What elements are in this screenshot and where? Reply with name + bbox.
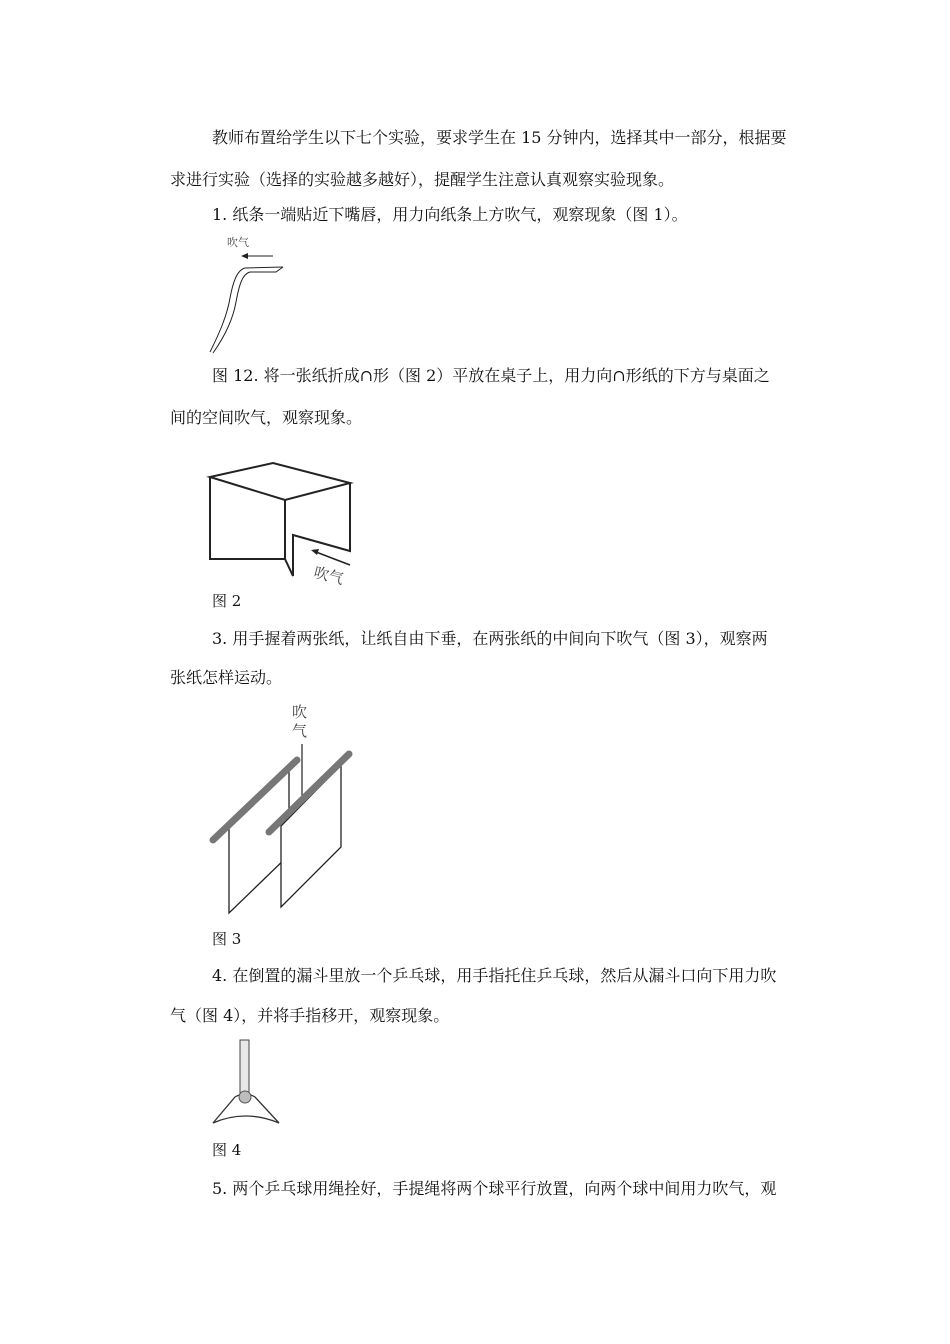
figure-4-funnel-ball xyxy=(205,1035,295,1135)
intro-line-1: 教师布置给学生以下七个实验，要求学生在 15 分钟内，选择其中一部分，根据要 xyxy=(212,128,787,147)
fig3-blow-label-top: 吹 xyxy=(292,703,308,721)
exp2-line-2: 间的空间吹气，观察现象。 xyxy=(170,408,363,427)
exp3-line-2: 张纸怎样运动。 xyxy=(170,668,283,687)
fig4-funnel-tube xyxy=(240,1040,249,1093)
exp4-line-1: 4. 在倒置的漏斗里放一个乒乓球，用手指托住乒乓球，然后从漏斗口向下用力吹 xyxy=(212,966,777,985)
fig1-strip-edge-b xyxy=(213,267,283,353)
fig3-paper-left xyxy=(229,768,289,913)
figure-3-caption: 图 3 xyxy=(212,930,242,948)
exp4-line-2: 气（图 4），并将手指移开，观察现象。 xyxy=(170,1006,450,1025)
figure-1-paper-strip xyxy=(205,234,295,359)
exp3-line-1: 3. 用手握着两张纸，让纸自由下垂，在两张纸的中间向下吹气（图 3），观察两 xyxy=(212,629,768,648)
fig3-blow-label-bottom: 气 xyxy=(292,722,308,740)
fig1-blow-label: 吹气 xyxy=(227,236,249,249)
fig2-blow-label: 吹气 xyxy=(312,563,346,589)
figure-2-folded-paper xyxy=(205,455,365,590)
fig2-top-face xyxy=(210,463,350,500)
fig1-arrow-head xyxy=(241,253,248,259)
exp1-text: 1. 纸条一端贴近下嘴唇，用力向纸条上方吹气，观察现象（图 1）。 xyxy=(212,205,688,224)
exp5-line-1: 5. 两个乒乓球用绳拴好，手提绳将两个球平行放置，向两个球中间用力吹气，观 xyxy=(212,1179,777,1198)
figure-4-caption: 图 4 xyxy=(212,1141,242,1159)
fig2-arrow-head xyxy=(311,549,319,555)
intro-line-2: 求进行实验（选择的实验越多越好），提醒学生注意认真观察实验现象。 xyxy=(170,170,675,189)
figure-2-caption: 图 2 xyxy=(212,592,242,610)
figure-3-two-papers xyxy=(205,700,365,920)
fig2-arrow-line xyxy=(316,552,350,565)
fig4-ping-pong-ball xyxy=(239,1091,251,1103)
fig1-strip-edge-a xyxy=(210,267,283,352)
exp2-line-1: 图 12. 将一张纸折成∩形（图 2）平放在桌子上，用力向∩形纸的下方与桌面之 xyxy=(212,366,770,385)
